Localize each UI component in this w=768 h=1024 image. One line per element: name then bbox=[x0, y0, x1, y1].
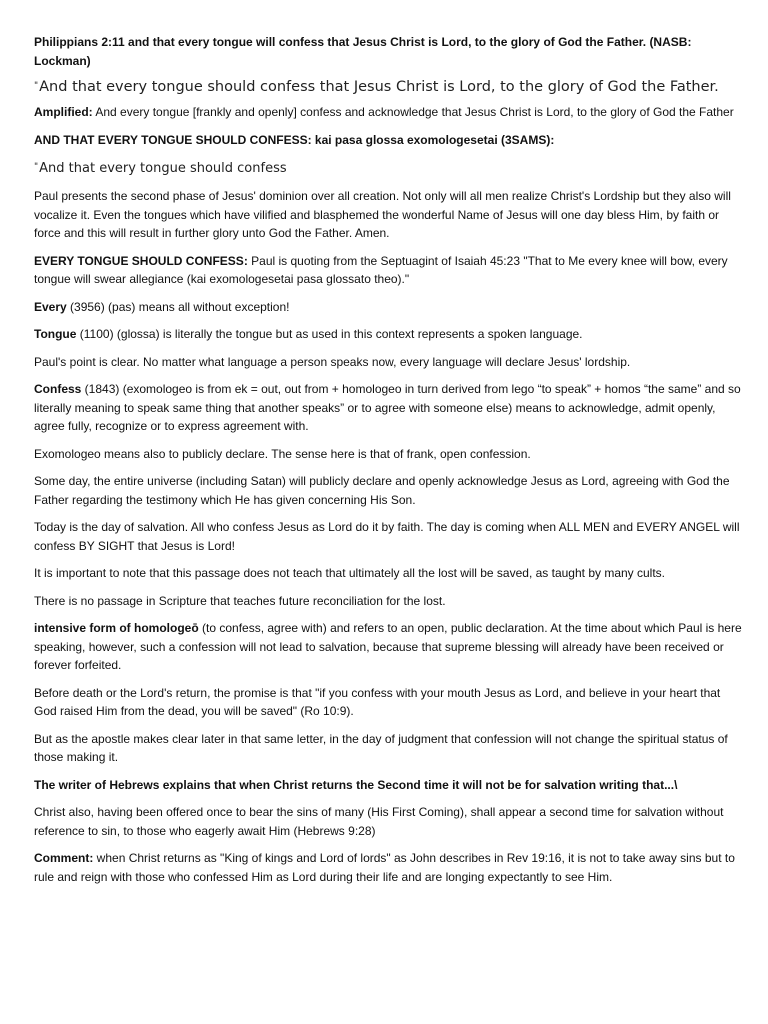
paragraph-point: Paul's point is clear. No matter what language a person speaks now, every language will declare Jesus' lordship. bbox=[34, 354, 631, 369]
paragraph-promise: Before death or the Lord's return, the promise is that "if you confess with your mouth Jesus as Lord, and believe in your heart that God raised Him from the dead, you will be saved" (Ro 10:9). bbox=[34, 685, 721, 718]
quote-mark: " bbox=[34, 162, 38, 172]
verse-quote: " And that every tongue should confess that Jesus Christ is Lord, to the glory of God the Father. bbox=[34, 79, 719, 95]
amplified-paragraph: Amplified: And every tongue [frankly and openly] confess and acknowledge that Jesus Christ is Lord, to the glory of God the Father bbox=[34, 105, 734, 119]
paragraph-septuagint: EVERY TONGUE SHOULD CONFESS: Paul is quoting from the Septuagint of Isaiah 45:23 "That to Me every knee will bow, every tongue will swear allegiance (kai exomologesetai pasa glossato theo)." bbox=[34, 253, 728, 286]
paragraph-salvation: Today is the day of salvation. All who confess Jesus as Lord do it by faith. The day is coming when ALL MEN and EVERY ANGEL will confess BY SIGHT that Jesus is Lord! bbox=[34, 520, 740, 553]
verse-heading: Philippians 2:11 and that every tongue will confess that Jesus Christ is Lord, to the glory of God the Father. (NASB: Lockman) bbox=[34, 35, 692, 68]
sub-quote: " And that every tongue should confess bbox=[34, 161, 287, 176]
paragraph-homologeo: intensive form of homologeō (to confess, agree with) and refers to an open, public declaration. At the time about which Paul is here speaking, however, such a confession will not lead to salvation, because that supreme blessing will already have been received or forever forfeited. bbox=[34, 621, 742, 672]
paragraph-comment: Comment: when Christ returns as "King of kings and Lord of lords" as John describes in Rev 19:16, it is not to take away sins but to rule and reign with those who confessed Him as Lord during their life and are longing expectantly to see Him. bbox=[34, 851, 735, 884]
paragraph-hebrews-quote: Christ also, having been offered once to bear the sins of many (His First Coming), shall appear a second time for salvation without reference to sin, to those who eagerly await Him (Hebrews 9:28) bbox=[34, 805, 724, 838]
paragraph-every: Every (3956) (pas) means all without exception! bbox=[34, 299, 290, 314]
paragraph-dominion: Paul presents the second phase of Jesus' dominion over all creation. Not only will all men realize Christ's Lordship but they also will vocalize it. Even the tongues which have vilified and blasphemed the wonderful Name of Jesus will one day bless Him, by faith or force and this will result in further glory unto God the Father. Amen. bbox=[34, 189, 731, 240]
quote-mark: " bbox=[34, 81, 38, 91]
paragraph-reconciliation: There is no passage in Scripture that teaches future reconciliation for the lost. bbox=[34, 593, 446, 608]
paragraph-exomologeo: Exomologeo means also to publicly declare. The sense here is that of frank, open confession. bbox=[34, 446, 531, 461]
paragraph-confess: Confess (1843) (exomologeo is from ek = out, out from + homologeo in turn derived from lego “to speak” + homos “the same” and so literally meaning to speak same thing that another speaks” or to agree with someone else) means to acknowledge, admit openly, agree fully, recognize or to express agreement with. bbox=[34, 382, 741, 433]
paragraph-judgment: But as the apostle makes clear later in that same letter, in the day of judgment that confession will not change the spiritual status of those making it. bbox=[34, 731, 728, 764]
greek-heading: AND THAT EVERY TONGUE SHOULD CONFESS: kai pasa glossa exomologesetai (3SAMS): bbox=[34, 132, 555, 147]
paragraph-universe: Some day, the entire universe (including Satan) will publicly declare and openly acknowledge Jesus as Lord, agreeing with God the Father regarding the testimony which He has given concerning His Son. bbox=[34, 474, 730, 507]
paragraph-cults: It is important to note that this passage does not teach that ultimately all the lost will be saved, as taught by many cults. bbox=[34, 566, 666, 580]
paragraph-hebrews-heading: The writer of Hebrews explains that when Christ returns the Second time it will not be for salvation writing that...\ bbox=[34, 777, 678, 792]
paragraph-tongue: Tongue (1100) (glossa) is literally the tongue but as used in this context represents a spoken language. bbox=[34, 327, 583, 341]
